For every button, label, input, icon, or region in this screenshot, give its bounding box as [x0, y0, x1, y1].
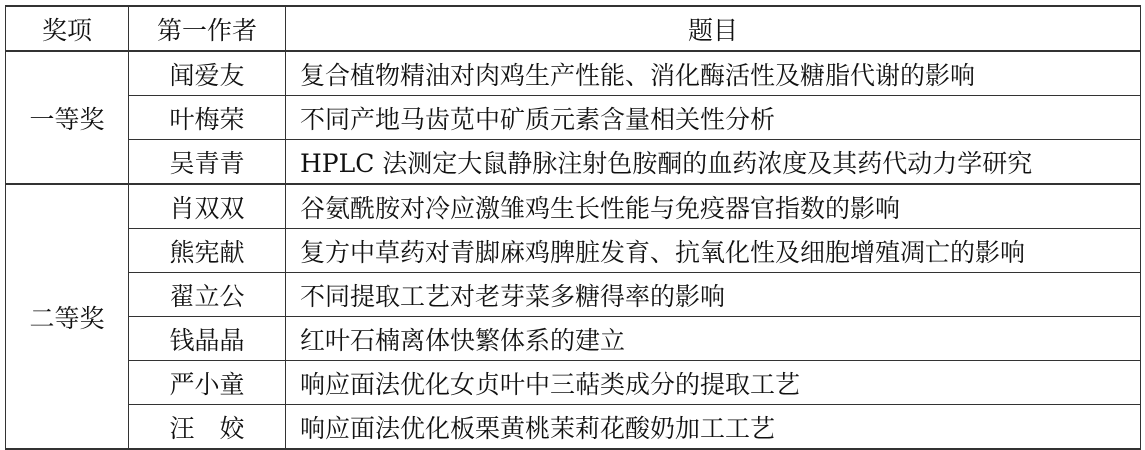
author-cell: 钱晶晶: [129, 317, 286, 361]
author-cell: 翟立公: [129, 273, 286, 317]
table-row: [6, 184, 1141, 229]
award-table: [5, 5, 1141, 450]
title-cell: 不同提取工艺对老芽菜多糖得率的影响: [286, 273, 1141, 317]
author-cell: 熊宪献: [129, 229, 286, 273]
header-level: 奖项: [6, 6, 129, 51]
table-row: [6, 140, 1141, 185]
table-row: [6, 273, 1141, 317]
author-cell: 闻爱友: [129, 51, 286, 96]
title-cell: 复合植物精油对肉鸡生产性能、消化酶活性及糖脂代谢的影响: [286, 51, 1141, 96]
title-cell: 不同产地马齿苋中矿质元素含量相关性分析: [286, 96, 1141, 140]
table-row: [6, 96, 1141, 140]
header-title: 题目: [286, 6, 1141, 51]
title-cell: HPLC 法测定大鼠静脉注射色胺酮的血药浓度及其药代动力学研究: [286, 140, 1141, 185]
author-cell: 叶梅荣: [129, 96, 286, 140]
award-level-second: 二等奖: [6, 184, 129, 449]
title-cell: 红叶石楠离体快繁体系的建立: [286, 317, 1141, 361]
author-cell: 严小童: [129, 361, 286, 405]
table-row: [6, 229, 1141, 273]
title-cell: 复方中草药对青脚麻鸡脾脏发育、抗氧化性及细胞增殖凋亡的影响: [286, 229, 1141, 273]
author-cell: 吴青青: [129, 140, 286, 185]
title-cell: 响应面法优化女贞叶中三萜类成分的提取工艺: [286, 361, 1141, 405]
table-row: [6, 51, 1141, 96]
author-cell: 汪 姣: [129, 405, 286, 450]
title-cell: 谷氨酰胺对冷应激雏鸡生长性能与免疫器官指数的影响: [286, 184, 1141, 229]
title-cell: 响应面法优化板栗黄桃茉莉花酸奶加工工艺: [286, 405, 1141, 450]
author-cell: 肖双双: [129, 184, 286, 229]
table-row: [6, 405, 1141, 450]
table-row: [6, 361, 1141, 405]
header-author: 第一作者: [129, 6, 286, 51]
table-row: [6, 317, 1141, 361]
header-row: [6, 6, 1141, 51]
award-level-first: 一等奖: [6, 51, 129, 184]
